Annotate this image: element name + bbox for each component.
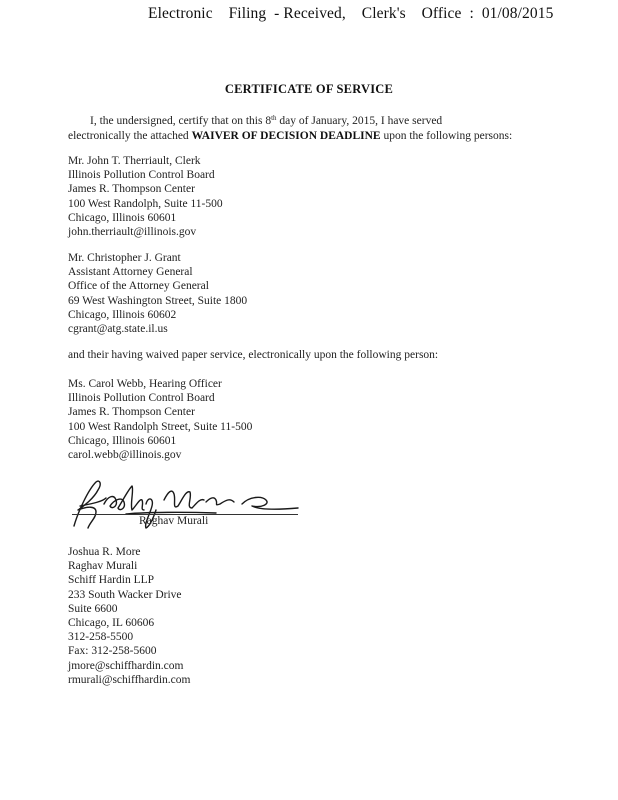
address-line: Assistant Attorney General bbox=[68, 266, 193, 279]
recipient-address-hearing-officer bbox=[68, 377, 252, 462]
waived-service-statement: and their having waived paper service, electronically upon the following person: bbox=[68, 349, 439, 361]
intro-ordinal-suffix: th bbox=[271, 114, 277, 122]
contact-line: Schiff Hardin LLP bbox=[68, 574, 155, 587]
address-line: 100 West Randolph, Suite 11-500 bbox=[68, 197, 223, 210]
intro-text-part2: day of January, 2015, I have served bbox=[276, 115, 443, 127]
contact-line: 233 South Wacker Drive bbox=[68, 588, 182, 601]
address-line: Mr. John T. Therriault, Clerk bbox=[68, 155, 201, 167]
certification-line-2 bbox=[68, 129, 558, 144]
intro-text-part1: I, the undersigned, certify that on this 8 bbox=[90, 115, 272, 127]
address-line: James R. Thompson Center bbox=[68, 406, 195, 419]
address-line: Chicago, Illinois 60601 bbox=[68, 434, 177, 447]
address-line: Illinois Pollution Control Board bbox=[68, 169, 215, 182]
address-line: 100 West Randolph Street, Suite 11-500 bbox=[68, 420, 253, 433]
email-line: carol.webb@illinois.gov bbox=[68, 449, 182, 462]
firm-contact-block bbox=[68, 545, 190, 687]
certificate-title: CERTIFICATE OF SERVICE bbox=[224, 82, 394, 96]
document-name-bold: WAIVER OF DECISION DEADLINE bbox=[191, 130, 381, 142]
address-line: 69 West Washington Street, Suite 1800 bbox=[68, 294, 248, 307]
certification-statement bbox=[68, 111, 558, 144]
address-line: Ms. Carol Webb, Hearing Officer bbox=[68, 378, 222, 390]
recipient-address-attorney-general bbox=[68, 251, 247, 336]
contact-line: 312-258-5500 bbox=[68, 631, 134, 644]
intro-text-part3: electronically the attached bbox=[68, 130, 192, 142]
contact-line: Suite 6600 bbox=[68, 602, 118, 615]
intro-text-part4: upon the following persons: bbox=[380, 130, 513, 142]
email-line: jmore@schiffhardin.com bbox=[68, 659, 184, 672]
address-line: Chicago, Illinois 60602 bbox=[68, 308, 177, 321]
signer-name: Raghav Murali bbox=[139, 515, 209, 527]
email-line: john.therriault@illinois.gov bbox=[68, 226, 197, 239]
recipient-address-clerk bbox=[68, 154, 223, 239]
address-line: Office of the Attorney General bbox=[68, 280, 209, 293]
contact-line: Raghav Murali bbox=[68, 560, 138, 573]
address-line: James R. Thompson Center bbox=[68, 183, 195, 196]
contact-line: Joshua R. More bbox=[68, 546, 141, 558]
contact-line: Chicago, IL 60606 bbox=[68, 617, 155, 630]
certification-line-1 bbox=[68, 111, 558, 129]
address-line: Mr. Christopher J. Grant bbox=[68, 252, 181, 264]
contact-line: Fax: 312-258-5600 bbox=[68, 645, 157, 658]
address-line: Illinois Pollution Control Board bbox=[68, 392, 215, 405]
email-line: rmurali@schiffhardin.com bbox=[68, 673, 191, 686]
filing-stamp-header: Electronic Filing - Received, Clerk's Office : 01/08/2015 bbox=[148, 5, 554, 22]
email-line: cgrant@atg.state.il.us bbox=[68, 323, 168, 336]
address-line: Chicago, Illinois 60601 bbox=[68, 211, 177, 224]
